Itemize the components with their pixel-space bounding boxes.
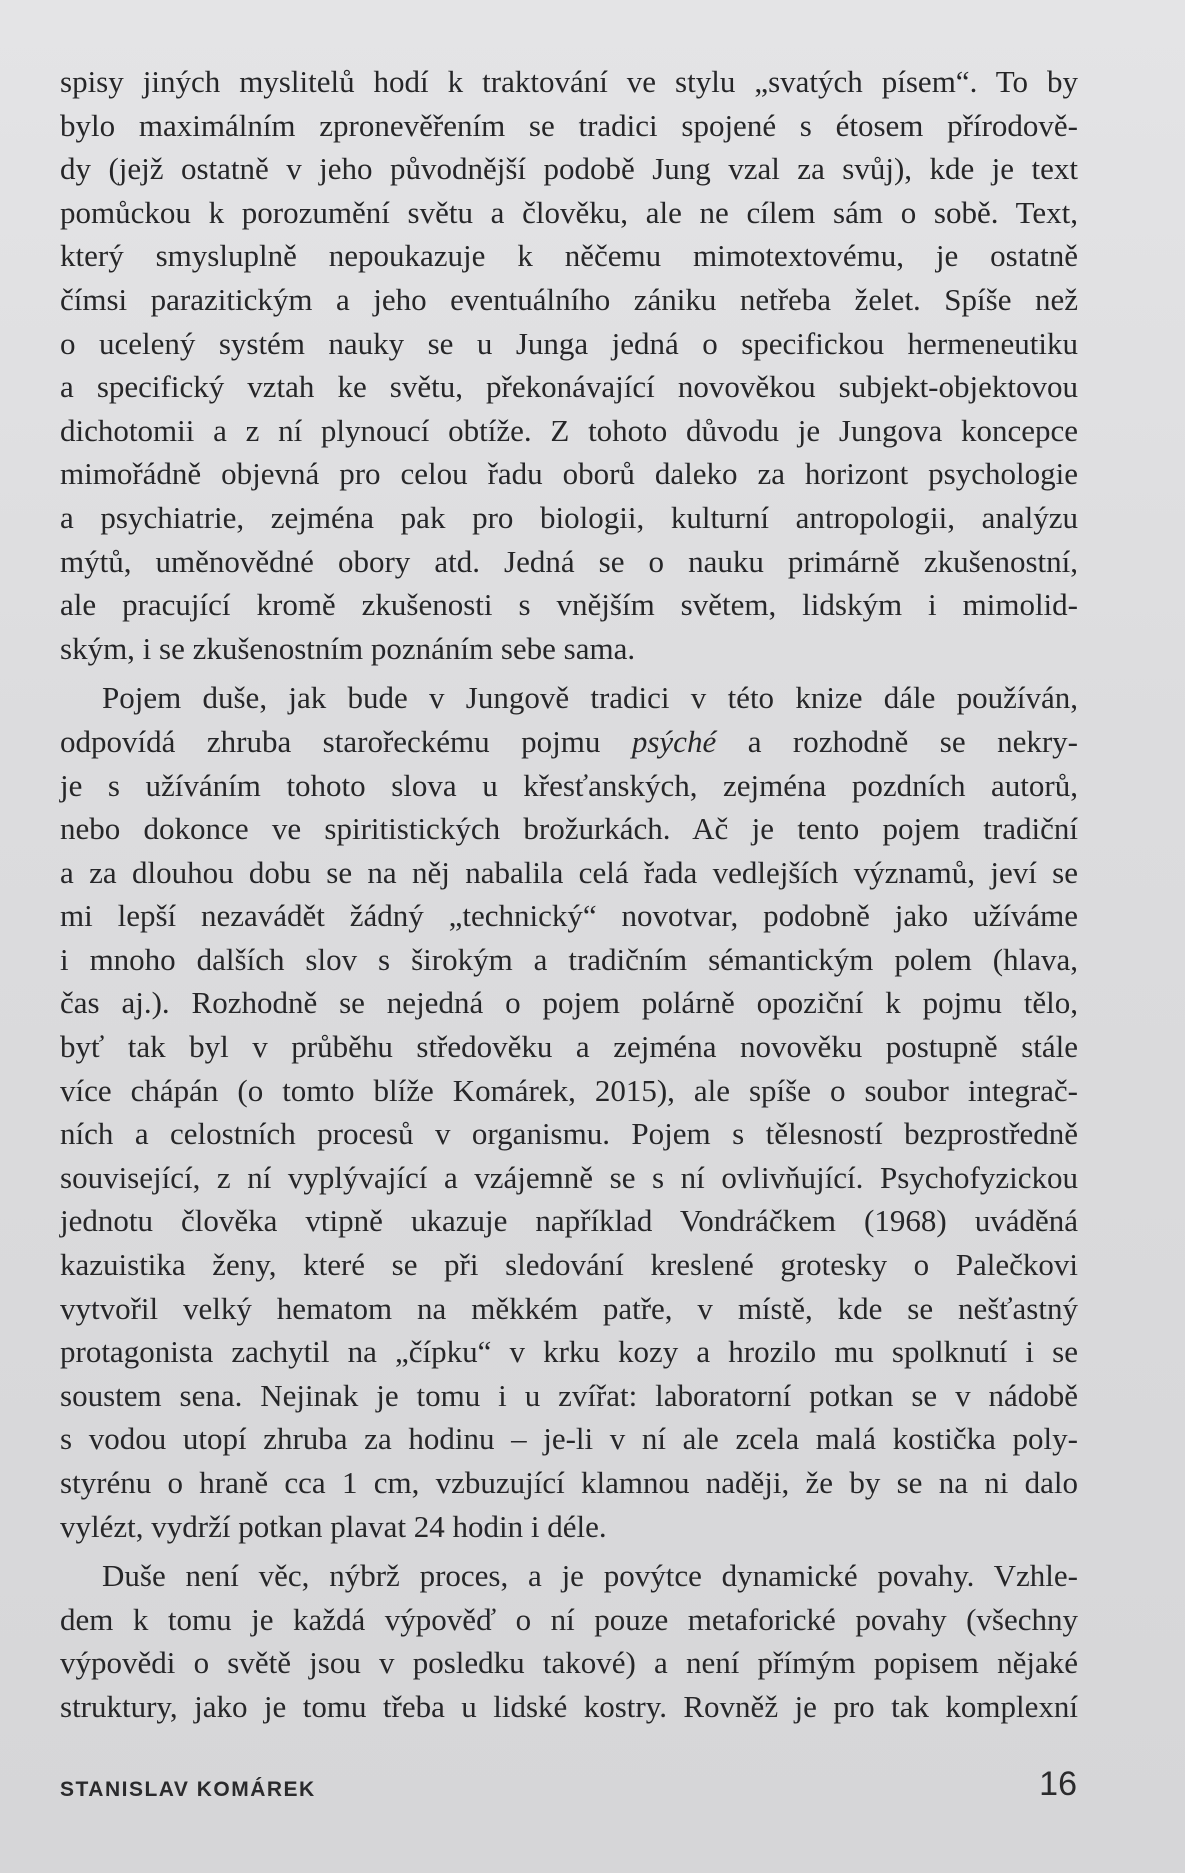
text-line: čas aj.). Rozhodně se nejedná o pojem polárně opoziční k pojmu tělo, — [60, 985, 1078, 1021]
text-line: vylézt, vydrží potkan plavat 24 hodin i déle. — [60, 1508, 607, 1544]
text-line: mi lepší nezavádět žádný „technický“ novotvar, podobně jako užíváme — [60, 898, 1078, 934]
paragraph — [60, 60, 1078, 670]
text-line: nebo dokonce ve spiritistických brožurkách. Ač je tento pojem tradiční — [60, 811, 1078, 847]
text-line: který smysluplně nepoukazuje k něčemu mimotextovému, je ostatně — [60, 238, 1078, 274]
text-line: mimořádně objevná pro celou řadu oborů daleko za horizont psychologie — [60, 456, 1078, 492]
text-line: ským, i se zkušenostním poznáním sebe sama. — [60, 630, 636, 666]
text-line: Pojem duše, jak bude v Jungově tradici v této knize dále používán, — [102, 680, 1078, 716]
text-line: více chápán (o tomto blíže Komárek, 2015), ale spíše o soubor integrač- — [60, 1072, 1078, 1108]
text-line: odpovídá zhruba starořeckému pojmu psýché a rozhodně se nekry- — [60, 723, 1078, 759]
text-line: bylo maximálním zpronevěřením se tradici spojené s étosem přírodově- — [60, 107, 1078, 143]
text-line: Duše není věc, nýbrž proces, a je povýtce dynamické povahy. Vzhle- — [102, 1558, 1078, 1594]
text-line: kazuistika ženy, které se při sledování kreslené grotesky o Palečkovi — [60, 1247, 1078, 1283]
text-line: ních a celostních procesů v organismu. Pojem s tělesností bezprostředně — [60, 1116, 1078, 1152]
footer-author: STANISLAV KOMÁREK — [60, 1778, 316, 1801]
text-line: a za dlouhou dobu se na něj nabalila celá řada vedlejších významů, jeví se — [60, 854, 1078, 890]
text-line: protagonista zachytil na „čípku“ v krku kozy a hrozilo mu spolknutí i se — [60, 1334, 1078, 1370]
text-line: a specifický vztah ke světu, překonávající novověkou subjekt-objektovou — [60, 369, 1078, 405]
text-line: dy (jejž ostatně v jeho původnější podobě Jung vzal za svůj), kde je text — [60, 151, 1078, 187]
text-line: soustem sena. Nejinak je tomu i u zvířat: laboratorní potkan se v nádobě — [60, 1377, 1078, 1413]
text-line: mýtů, uměnovědné obory atd. Jedná se o nauku primárně zkušenostní, — [60, 543, 1078, 579]
text-line: vytvořil velký hematom na měkkém patře, v místě, kde se nešťastný — [60, 1290, 1078, 1326]
text-line: spisy jiných myslitelů hodí k traktování ve stylu „svatých písem“. To by — [60, 64, 1078, 99]
text-line: související, z ní vyplývající a vzájemně se s ní ovlivňující. Psychofyzickou — [60, 1159, 1078, 1195]
text-line: ale pracující kromě zkušenosti s vnějším světem, lidským i mimolid- — [60, 587, 1078, 623]
text-line: čímsi parazitickým a jeho eventuálního zániku netřeba želet. Spíše než — [60, 281, 1078, 317]
text-line: výpovědi o světě jsou v posledku takové) a není přímým popisem nějaké — [60, 1645, 1078, 1681]
text-line: struktury, jako je tomu třeba u lidské kostry. Rovněž je pro tak komplexní — [60, 1688, 1078, 1724]
paragraph — [60, 1554, 1078, 1728]
paragraph — [60, 676, 1078, 1548]
text-line: o ucelený systém nauky se u Junga jedná o specifickou hermeneutiku — [60, 325, 1078, 361]
text-line: dichotomii a z ní plynoucí obtíže. Z tohoto důvodu je Jungova koncepce — [60, 412, 1078, 448]
text-line: jednotu člověka vtipně ukazuje například Vondráčkem (1968) uváděná — [60, 1203, 1078, 1239]
text-line: s vodou utopí zhruba za hodinu – je-li v ní ale zcela malá kostička poly- — [60, 1421, 1078, 1457]
body-text — [60, 60, 1078, 1729]
page-number: 16 — [1039, 1765, 1077, 1803]
text-line: styrénu o hraně cca 1 cm, vzbuzující klamnou naději, že by se na ni dalo — [60, 1465, 1078, 1500]
text-line: dem k tomu je každá výpověď o ní pouze metaforické povahy (všechny — [60, 1601, 1078, 1637]
text-line: byť tak byl v průběhu středověku a zejména novověku postupně stále — [60, 1029, 1078, 1065]
text-line: a psychiatrie, zejména pak pro biologii, kulturní antropologii, analýzu — [60, 499, 1078, 535]
text-line: i mnoho dalších slov s širokým a tradičním sémantickým polem (hlava, — [60, 941, 1078, 977]
text-line: je s užíváním tohoto slova u křesťanských, zejména pozdních autorů, — [60, 767, 1078, 803]
text-line: pomůckou k porozumění světu a člověku, ale ne cílem sám o sobě. Text, — [60, 194, 1078, 230]
